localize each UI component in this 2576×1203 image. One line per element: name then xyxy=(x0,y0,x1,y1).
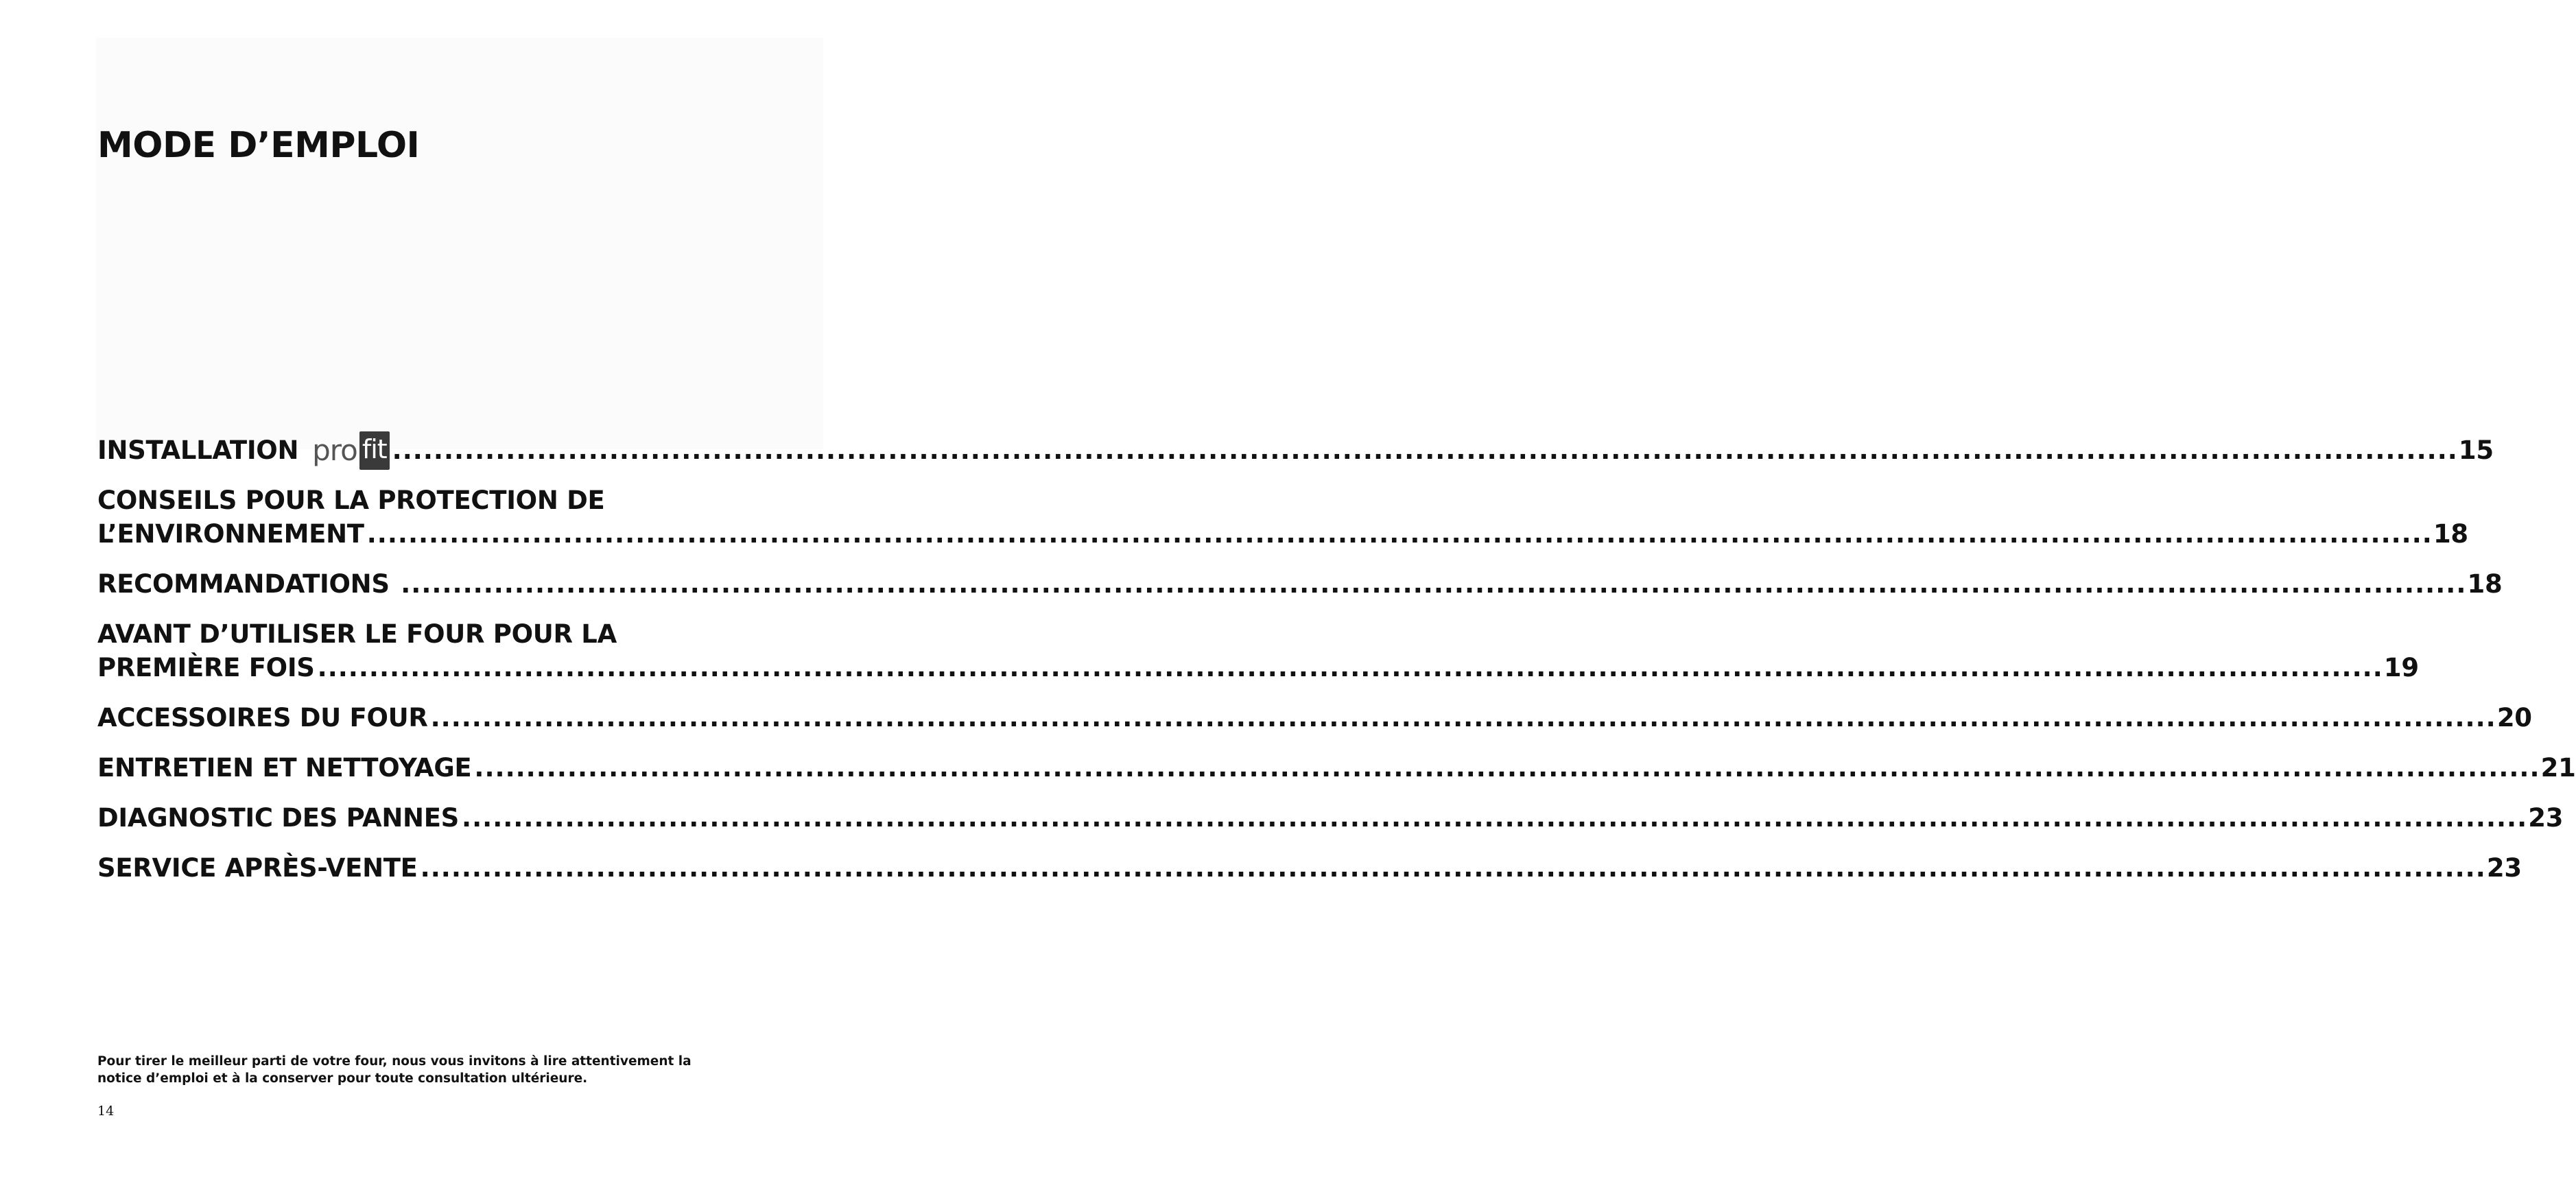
logo-fit-badge: fit xyxy=(359,431,390,470)
toc-page-number: 18 xyxy=(2467,569,2503,599)
toc-label: ACCESSOIRES DU FOUR xyxy=(97,703,428,732)
background-panel xyxy=(96,38,823,449)
toc-leader-dots: ........................................................................................................................................................................................................ xyxy=(401,569,2467,599)
toc-leader-dots: ........................................................................................................................................................................................................ xyxy=(317,653,2383,682)
toc-leader-dots: ........................................................................................................................................................................................................ xyxy=(474,753,2540,783)
table-of-contents xyxy=(97,433,2576,901)
toc-entry-installation[interactable] xyxy=(97,433,2494,467)
toc-entry-recommandations[interactable] xyxy=(97,567,2503,601)
page-title: MODE D’EMPLOI xyxy=(97,125,420,166)
toc-page-number: 18 xyxy=(2433,519,2468,549)
toc-label: SERVICE APRÈS-VENTE xyxy=(97,853,418,883)
toc-label: INSTALLATION xyxy=(97,436,299,465)
toc-leader-dots: ........................................................................................................................................................................................................ xyxy=(392,436,2458,465)
toc-leader-dots: ........................................................................................................................................................................................................ xyxy=(430,703,2496,732)
toc-label: RECOMMANDATIONS xyxy=(97,569,399,599)
toc-page-number: 23 xyxy=(2528,803,2564,833)
toc-label: L’ENVIRONNEMENT xyxy=(97,519,364,549)
logo-pro-text: pro xyxy=(312,433,357,467)
toc-entry-avant-utiliser[interactable] xyxy=(97,617,2419,684)
toc-page-number: 23 xyxy=(2486,853,2522,883)
page-number: 14 xyxy=(97,1104,115,1119)
toc-label: ENTRETIEN ET NETTOYAGE xyxy=(97,753,472,783)
toc-page-number: 20 xyxy=(2496,703,2532,732)
toc-label-line1: CONSEILS POUR LA PROTECTION DE xyxy=(97,486,605,515)
toc-leader-dots: ........................................................................................................................................................................................................ xyxy=(420,853,2486,883)
profit-logo xyxy=(312,433,390,467)
toc-entry-entretien[interactable] xyxy=(97,751,2576,785)
toc-leader-dots: ........................................................................................................................................................................................................ xyxy=(366,519,2433,549)
toc-leader-dots: ........................................................................................................................................................................................................ xyxy=(462,803,2528,833)
toc-label: DIAGNOSTIC DES PANNES xyxy=(97,803,460,833)
toc-label: PREMIÈRE FOIS xyxy=(97,653,315,682)
toc-page-number: 19 xyxy=(2383,653,2419,682)
toc-entry-environnement[interactable] xyxy=(97,484,2468,551)
intro-note: Pour tirer le meilleur parti de votre four, nous vous invitons à lire attentivement la notice d’emploi et à la conserver pour toute consultation ultérieure. xyxy=(97,1054,692,1086)
toc-label-line1: AVANT D’UTILISER LE FOUR POUR LA xyxy=(97,619,617,649)
toc-entry-service[interactable] xyxy=(97,851,2522,885)
toc-entry-accessoires[interactable] xyxy=(97,701,2532,735)
toc-entry-diagnostic[interactable] xyxy=(97,801,2564,835)
toc-page-number: 21 xyxy=(2540,753,2576,783)
toc-page-number: 15 xyxy=(2458,436,2494,465)
